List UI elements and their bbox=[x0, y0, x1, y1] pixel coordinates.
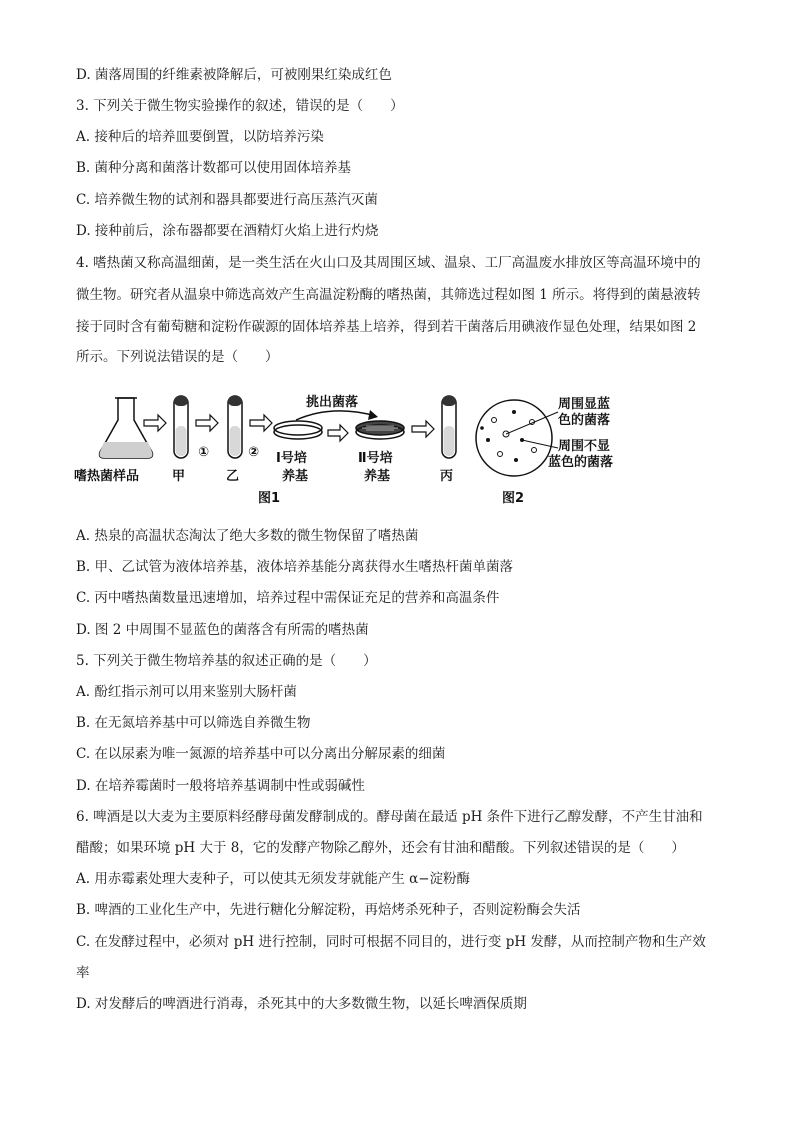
tube-bing-icon bbox=[442, 396, 456, 458]
arrow-icon bbox=[196, 415, 218, 431]
tube-jia-icon bbox=[174, 396, 188, 458]
q6-option-c-line2: 率 bbox=[76, 965, 90, 981]
tube-yi-label: 乙 bbox=[226, 469, 240, 484]
q2-option-d: D. 菌落周围的纤维素被降解后，可被刚果红染成红色 bbox=[76, 67, 392, 83]
step2-label: ② bbox=[248, 445, 260, 460]
q6-option-b: B. 啤酒的工业化生产中，先进行糖化分解淀粉，再焙烤杀死种子，否则淀粉酶会失活 bbox=[76, 902, 581, 918]
arrow-icon bbox=[250, 415, 272, 431]
q5-stem: 5. 下列关于微生物培养基的叙述正确的是（ ） bbox=[76, 653, 377, 669]
plate-figure-2-icon bbox=[476, 400, 558, 476]
q6-option-c-line1: C. 在发酵过程中，必须对 pH 进行控制，同时可根据不同目的，进行变 pH 发酵，从而控制产物和生产效 bbox=[76, 934, 706, 950]
blue-colony-label-line1: 周围显蓝 bbox=[558, 397, 611, 412]
arrow-icon bbox=[412, 421, 434, 437]
blue-colony-label-line2: 色的菌落 bbox=[558, 413, 611, 428]
q4-stem-line1: 4. 嗜热菌又称高温细菌，是一类生活在火山口及其周围区域、温泉、工厂高温废水排放区等高温环境中的 bbox=[76, 255, 701, 271]
tube-yi-icon bbox=[228, 396, 242, 458]
q4-option-a: A. 热泉的高温状态淘汰了绝大多数的微生物保留了嗜热菌 bbox=[76, 528, 419, 544]
q4-stem-line4: 所示。下列说法错误的是（ ） bbox=[76, 349, 279, 365]
sample-label: 嗜热菌样品 bbox=[74, 469, 140, 484]
q4-option-c: C. 丙中嗜热菌数量迅速增加，培养过程中需保证充足的营养和高温条件 bbox=[76, 590, 500, 606]
q6-option-a: A. 用赤霉素处理大麦种子，可以使其无须发芽就能产生 α−淀粉酶 bbox=[76, 871, 471, 887]
q3-option-c: C. 培养微生物的试剂和器具都要进行高压蒸汽灭菌 bbox=[76, 192, 378, 208]
medium1-label-line2: 养基 bbox=[282, 469, 309, 484]
step1-label: ① bbox=[198, 445, 210, 460]
q3-option-b: B. 菌种分离和菌落计数都可以使用固体培养基 bbox=[76, 160, 352, 176]
noblue-colony-label-line1: 周围不显 bbox=[558, 439, 611, 454]
q4-option-d: D. 图 2 中周围不显蓝色的菌落含有所需的嗜热菌 bbox=[76, 622, 369, 638]
noblue-colony-label-line2: 蓝色的菌落 bbox=[548, 455, 614, 470]
pick-colony-label: 挑出菌落 bbox=[306, 395, 359, 410]
fig1-caption: 图1 bbox=[258, 491, 281, 506]
medium2-label-line1: Ⅱ号培 bbox=[358, 451, 393, 466]
q5-option-c: C. 在以尿素为唯一氮源的培养基中可以分离出分解尿素的细菌 bbox=[76, 746, 446, 762]
q4-stem-line2: 微生物。研究者从温泉中筛选高效产生高温淀粉酶的嗜热菌，其筛选过程如图 1 所示。将得到的菌悬液转 bbox=[76, 287, 701, 303]
q6-option-d: D. 对发酵后的啤酒进行消毒，杀死其中的大多数微生物，以延长啤酒保质期 bbox=[76, 996, 527, 1012]
medium1-label-line1: Ⅰ号培 bbox=[276, 451, 307, 466]
arrow-icon bbox=[328, 425, 348, 441]
figure-1-2 bbox=[70, 390, 630, 510]
q3-option-a: A. 接种后的培养皿要倒置，以防培养污染 bbox=[76, 129, 324, 145]
q6-stem-line2: 醋酸；如果环境 pH 大于 8，它的发酵产物除乙醇外，还会有甘油和醋酸。下列叙述错误的是（ ） bbox=[76, 840, 685, 856]
petri-dish-2-icon bbox=[356, 421, 404, 439]
q5-option-b: B. 在无氮培养基中可以筛选自养微生物 bbox=[76, 715, 311, 731]
figure-svg bbox=[70, 390, 630, 510]
arrow-icon bbox=[144, 415, 166, 431]
q4-stem-line3: 接于同时含有葡萄糖和淀粉作碳源的固体培养基上培养，得到若干菌落后用碘液作显色处理，结果如图 2 bbox=[76, 319, 697, 335]
tube-jia-label: 甲 bbox=[172, 469, 186, 484]
flask-icon bbox=[100, 398, 153, 458]
curved-arrow-icon bbox=[296, 411, 376, 420]
q5-option-d: D. 在培养霉菌时一般将培养基调制中性或弱碱性 bbox=[76, 778, 365, 794]
fig2-caption: 图2 bbox=[502, 491, 525, 506]
q3-stem: 3. 下列关于微生物实验操作的叙述，错误的是（ ） bbox=[76, 98, 404, 114]
petri-dish-1-icon bbox=[274, 421, 322, 439]
q5-option-a: A. 酚红指示剂可以用来鉴别大肠杆菌 bbox=[76, 684, 297, 700]
tube-bing-label: 丙 bbox=[440, 469, 454, 484]
q3-option-d: D. 接种前后，涂布器都要在酒精灯火焰上进行灼烧 bbox=[76, 223, 379, 239]
q6-stem-line1: 6. 啤酒是以大麦为主要原料经酵母菌发酵制成的。酵母菌在最适 pH 条件下进行乙醇发酵，不产生甘油和 bbox=[76, 809, 703, 825]
medium2-label-line2: 养基 bbox=[364, 469, 391, 484]
q4-option-b: B. 甲、乙试管为液体培养基，液体培养基能分离获得水生嗜热杆菌单菌落 bbox=[76, 559, 514, 575]
